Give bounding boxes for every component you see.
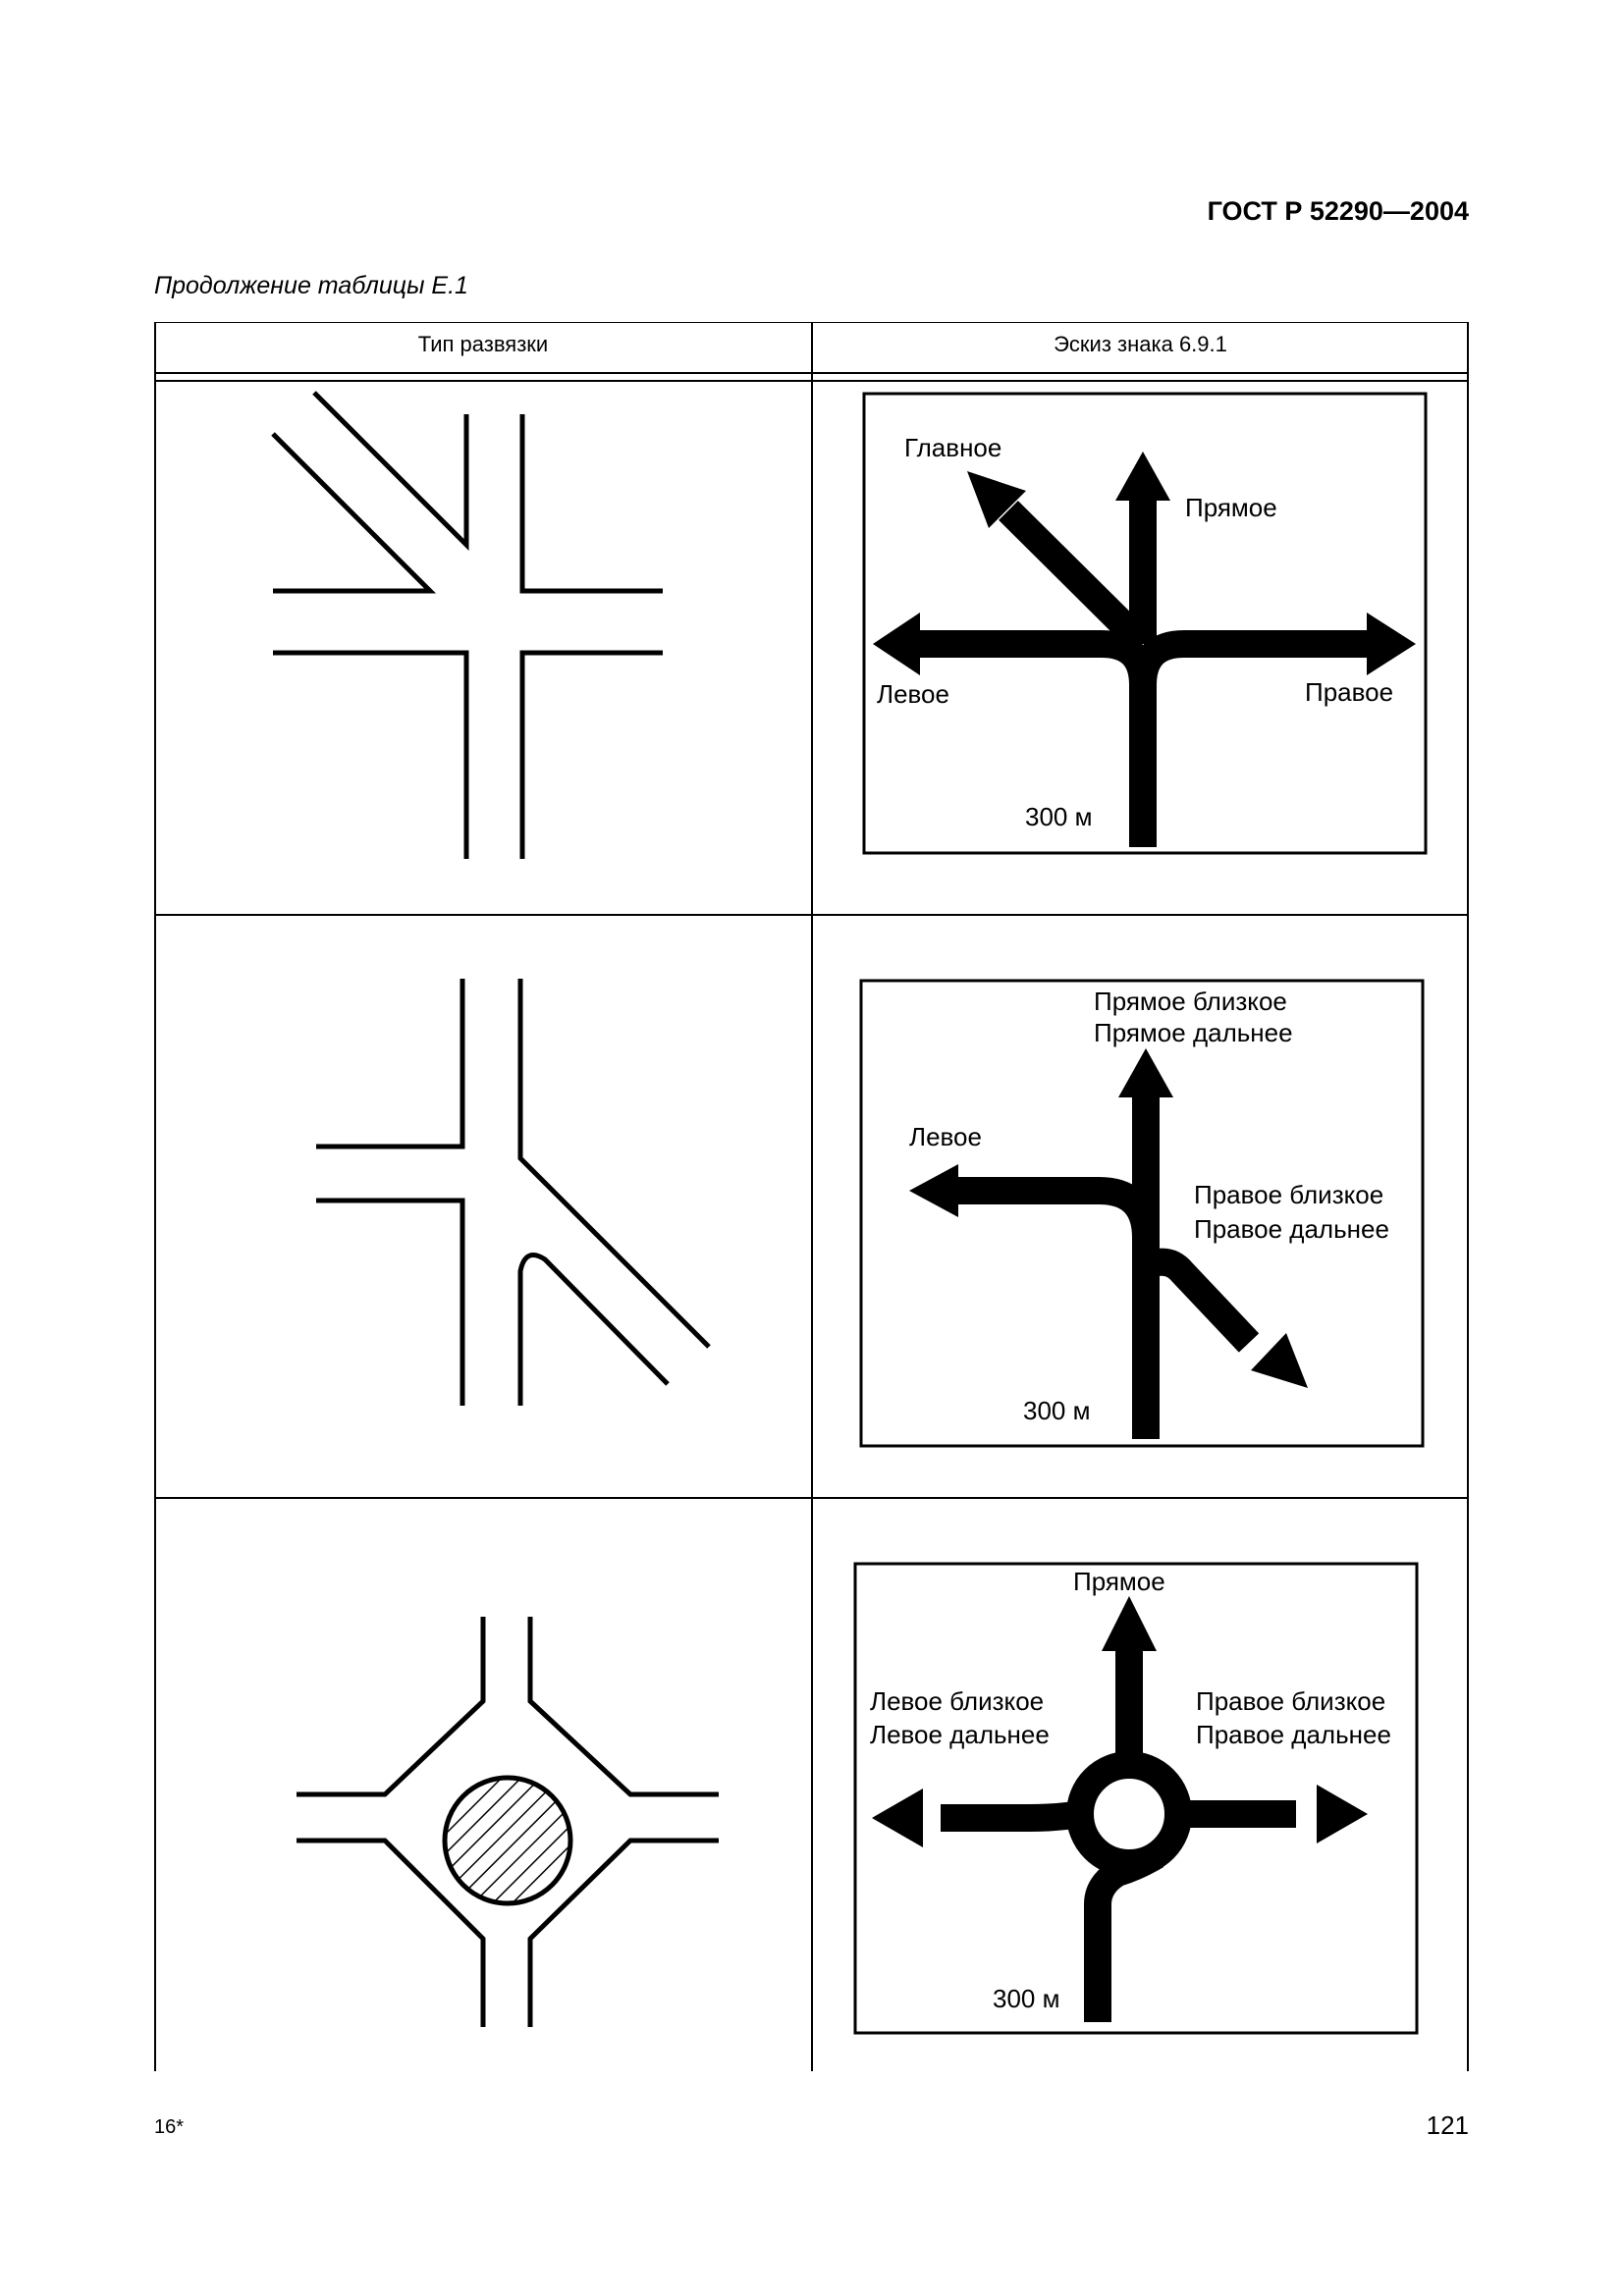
sign-label-main: Главное [904, 433, 1002, 462]
sign-label-right-far: Правое дальнее [1194, 1214, 1389, 1244]
sign-label-straight: Прямое [1073, 1567, 1165, 1596]
sign-label-right-near: Правое близкое [1196, 1686, 1386, 1716]
sign-sketch-roundabout [852, 1561, 1422, 2042]
sign-label-left-far: Левое дальнее [870, 1720, 1050, 1749]
sign-sketch-t-fork [858, 978, 1428, 1449]
column-header-sign-sketch: Эскиз знака 6.9.1 [1054, 332, 1227, 356]
junction-diagram-cross [255, 383, 687, 874]
sign-label-straight-far: Прямое дальнее [1094, 1018, 1293, 1047]
standard-code: ГОСТ Р 52290—2004 [1207, 196, 1469, 226]
sign-label-right: Правое [1305, 677, 1394, 707]
column-header-junction-type: Тип развязки [417, 332, 549, 356]
sign-label-left: Левое [909, 1122, 982, 1151]
sign-label-right-near: Правое близкое [1194, 1180, 1384, 1209]
sign-label-left: Левое [877, 679, 949, 709]
sign-label-distance: 300 м [993, 1984, 1060, 2013]
table-caption: Продолжение таблицы Е.1 [154, 272, 468, 299]
sign-sketch-cross [861, 391, 1431, 858]
sign-label-straight: Прямое [1185, 493, 1277, 522]
sign-label-right-far: Правое дальнее [1196, 1720, 1391, 1749]
page-number: 121 [1426, 2110, 1469, 2140]
sign-label-straight-near: Прямое близкое [1094, 987, 1287, 1016]
sign-label-distance: 300 м [1023, 1396, 1091, 1425]
junction-diagram-roundabout [285, 1605, 736, 2037]
sheet-mark: 16* [154, 2116, 185, 2138]
sign-label-left-near: Левое близкое [870, 1686, 1045, 1716]
junction-diagram-t-fork [295, 967, 727, 1418]
sign-label-distance: 300 м [1025, 802, 1093, 831]
